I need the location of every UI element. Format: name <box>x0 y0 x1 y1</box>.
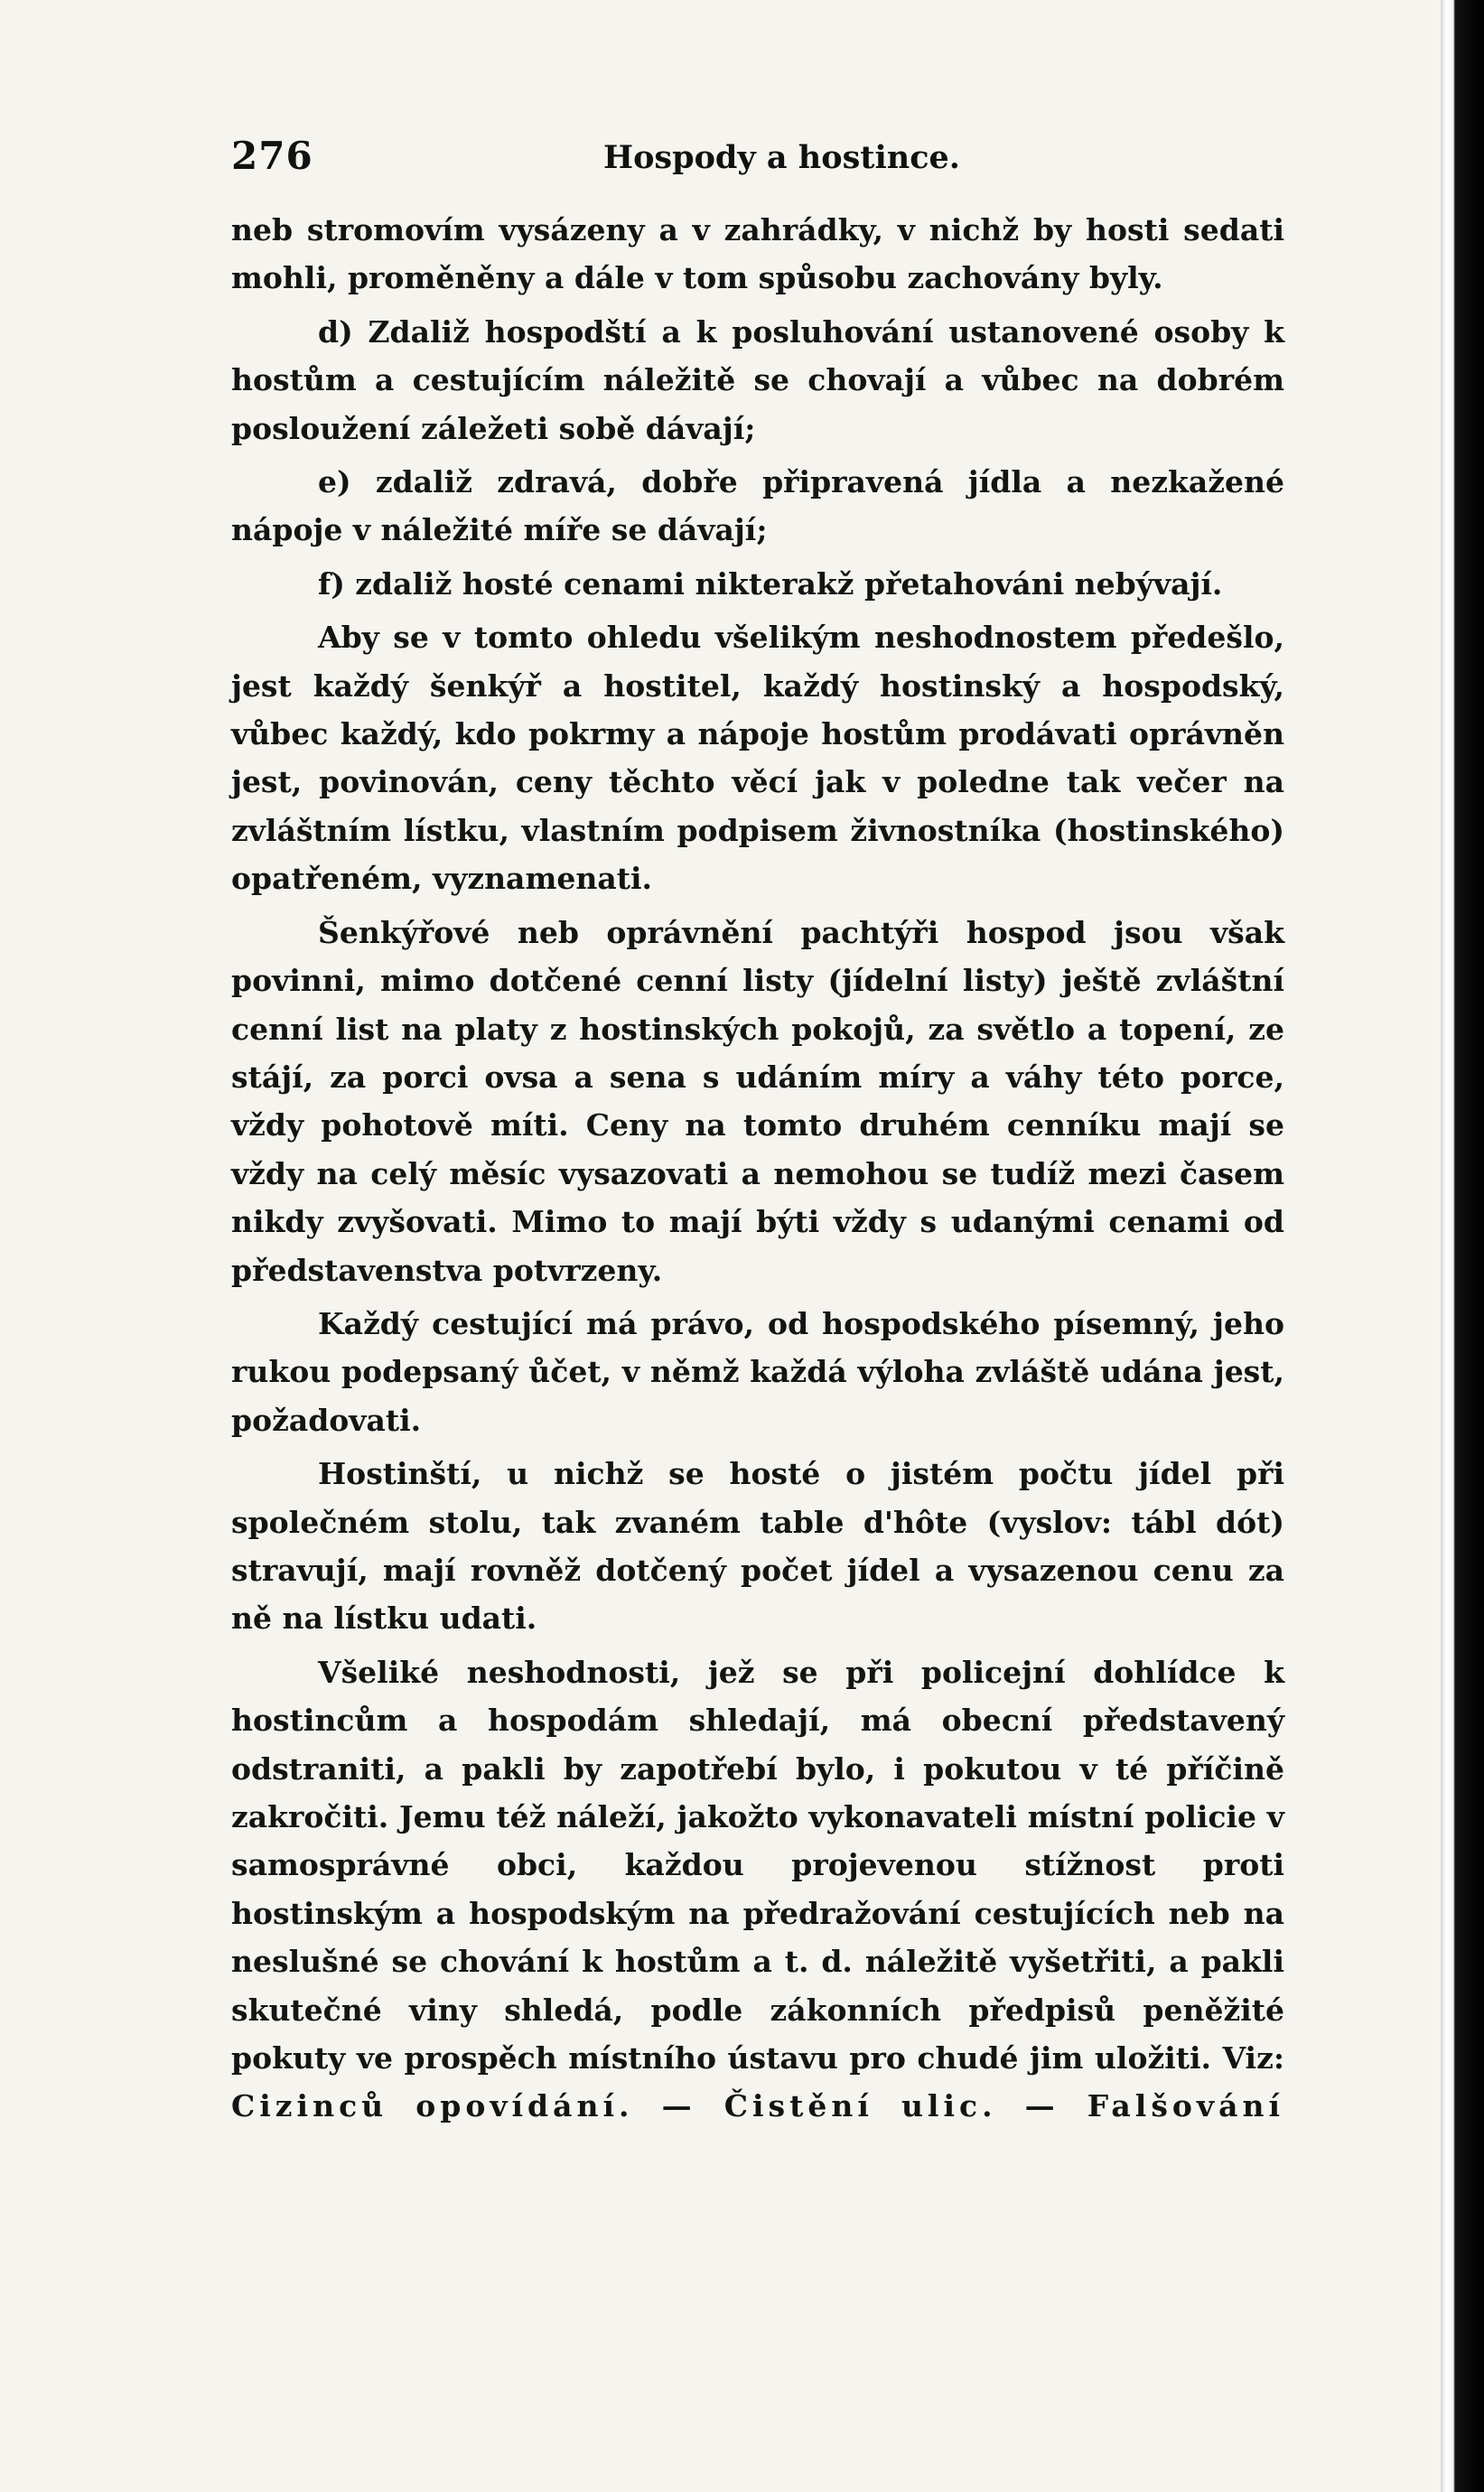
paragraph-price-lists: Aby se v tomto ohledu všelikým neshodnostem předešlo, jest každý šenkýř a hostitel, každý hostinský a hospodský, vůbec každý, kdo pokrmy a nápoje hostům prodávati oprávněn jest, povinován, ceny těchto věcí jak v poledne tak večer na zvláštním lístku, vlastním podpisem živnostníka (hostinského) opatřeném, vyznamenati. <box>231 620 1284 897</box>
paragraph-disputes-text: Všeliké neshodnosti, jež se při policejní dohlídce k hostincům a hospodám shledají, má obecní představený odstraniti, a pakli by zapotřebí bylo, i pokutou v té příčině zakročiti. Jemu též náleží, jakožto vykonavateli místní policie v samosprávné obci, každou projevenou stížnost proti hostinským a hospodským na předražování cestujících neb na neslušné se chování k hostům a t. d. náležitě vyšetřiti, a pakli skutečné viny shledá, podle zákonních předpisů peněžité pokuty ve prospěch místního ústavu pro chudé jim uložiti. Viz: <box>231 1654 1284 2077</box>
paragraph-disputes <box>231 1648 1284 2131</box>
running-title: Hospody a hostince. <box>603 139 960 176</box>
scan-edge <box>1441 0 1484 2492</box>
paragraph-item-d: d) Zdaliž hospodští a k posluhování ustanovené osoby k hostům a cestujícím náležitě se chovají a vůbec na dobrém posloužení záležeti sobě dávají; <box>231 313 1284 446</box>
paragraph-table-dhote: Hostinští, u nichž se hosté o jistém počtu jídel při společném stolu, tak zvaném table d'hôte (vyslov: tábl dót) stravují, mají rovněž dotčený počet jídel a vysazenou cenu za ně na lístku udati. <box>231 1456 1284 1637</box>
page-number: 276 <box>231 134 313 178</box>
body-text <box>231 206 1284 2136</box>
paragraph-traveller-bill: Každý cestující má právo, od hospodského písemný, jeho rukou podepsaný ůčet, v němž každá výloha zvláště udána jest, požadovati. <box>231 1305 1284 1438</box>
paragraph-continuation: neb stromovím vysázeny a v zahrádky, v nichž by hosti sedati mohli, proměněny a dále v tom spůsobu zachovány byly. <box>231 212 1284 296</box>
cross-references: Cizinců opovídání. — Čistění ulic. — Falšování <box>231 2088 1284 2124</box>
paragraph-item-e: e) zdaliž zdravá, dobře připravená jídla a nezkažené nápoje v náležité míře se dávají; <box>231 464 1284 548</box>
paragraph-innkeepers: Šenkýřové neb oprávnění pachtýři hospod jsou však povinni, mimo dotčené cenní listy (jídelní listy) ještě zvláštní cenní list na platy z hostinských pokojů, za světlo a topení, ze stájí, za porci ovsa a sena s udáním míry a váhy této porce, vždy pohotově míti. Ceny na tomto druhém cenníku mají se vždy na celý měsíc vysazovati a nemohou se tudíž mezi časem nikdy zvyšovati. Mimo to mají býti vždy s udanými cenami od představenstva potvrzeny. <box>231 914 1284 1288</box>
paragraph-item-f: f) zdaliž hosté cenami nikterakž přetahováni nebývají. <box>318 565 1223 602</box>
running-head <box>231 134 1284 188</box>
